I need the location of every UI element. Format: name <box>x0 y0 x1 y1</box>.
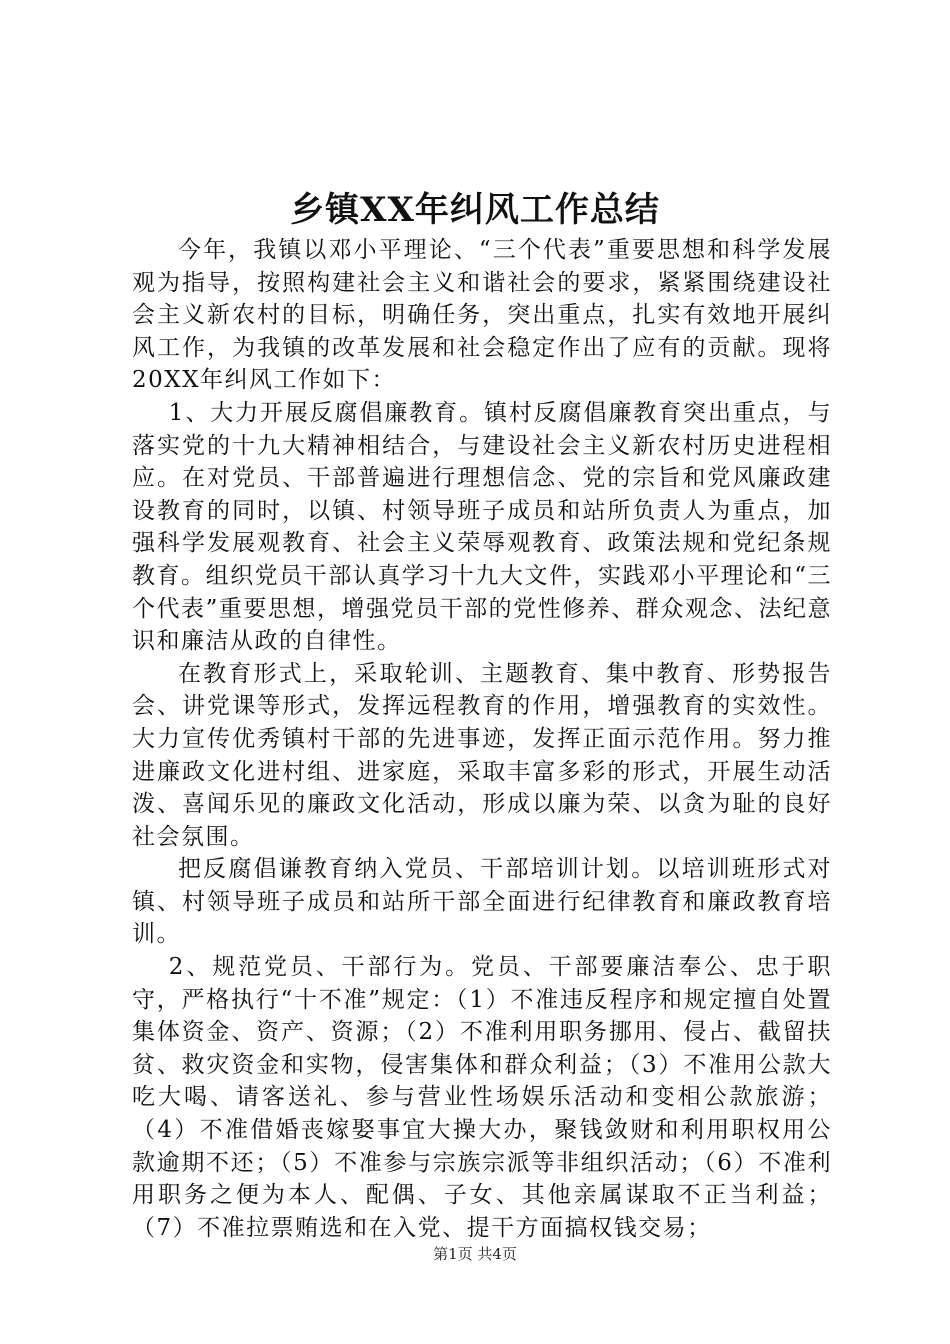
paragraph-section-2: 2、规范党员、干部行为。党员、干部要廉洁奉公、忠于职守，严格执行“十不准”规定：（1）不准违反程序和规定擅自处置集体资金、资产、资源；（2）不准利用职务挪用、侵占、截留扶贫、救灾资金和实物，侵害集体和群众利益；（3）不准用公款大吃大喝、请客送礼、参与营业性场娱乐活动和变相公款旅游；（4）不准借婚丧嫁娶事宜大操大办，聚钱敛财和利用职权用公款逾期不还；（5）不准参与宗族宗派等非组织活动；（6）不准利用职务之便为本人、配偶、子女、其他亲属谋取不正当利益；（7）不准拉票贿选和在入党、提干方面搞权钱交易； <box>132 954 832 1241</box>
paragraph-intro: 今年，我镇以邓小平理论、“三个代表”重要思想和科学发展观为指导，按照构建社会主义和谐社会的要求，紧紧围绕建设社会主义新农村的目标，明确任务，突出重点，扎实有效地开展纠风工作，为我镇的改革发展和社会稳定作出了应有的贡献。现将20XX年纠风工作如下： <box>132 237 832 394</box>
paragraph-section-1: 1、大力开展反腐倡廉教育。镇村反腐倡廉教育突出重点，与落实党的十九大精神相结合，与建设社会主义新农村历史进程相应。在对党员、干部普遍进行理想信念、党的宗旨和党风廉政建设教育的同时，以镇、村领导班子成员和站所负责人为重点，加强科学发展观教育、社会主义荣辱观教育、政策法规和党纪条规教育。组织党员干部认真学习十九大文件，实践邓小平理论和“三个代表”重要思想，增强党员干部的党性修养、群众观念、法纪意识和廉洁从政的自律性。 <box>132 399 832 655</box>
paragraph-education-form: 在教育形式上，采取轮训、主题教育、集中教育、形势报告会、讲党课等形式，发挥远程教育的作用，增强教育的实效性。大力宣传优秀镇村干部的先进事迹，发挥正面示范作用。努力推进廉政文化进村组、进家庭，采取丰富多彩的形式，开展生动活泼、喜闻乐见的廉政文化活动，形成以廉为荣、以贪为耻的良好社会氛围。 <box>132 660 832 850</box>
document-body <box>132 234 832 1244</box>
page-footer: 第1页 共4页 <box>433 1245 517 1263</box>
document-title: 乡镇XX年纠风工作总结 <box>290 190 660 230</box>
paragraph-training-plan: 把反腐倡谦教育纳入党员、干部培训计划。以培训班形式对镇、村领导班子成员和站所干部全面进行纪律教育和廉政教育培训。 <box>132 856 832 948</box>
